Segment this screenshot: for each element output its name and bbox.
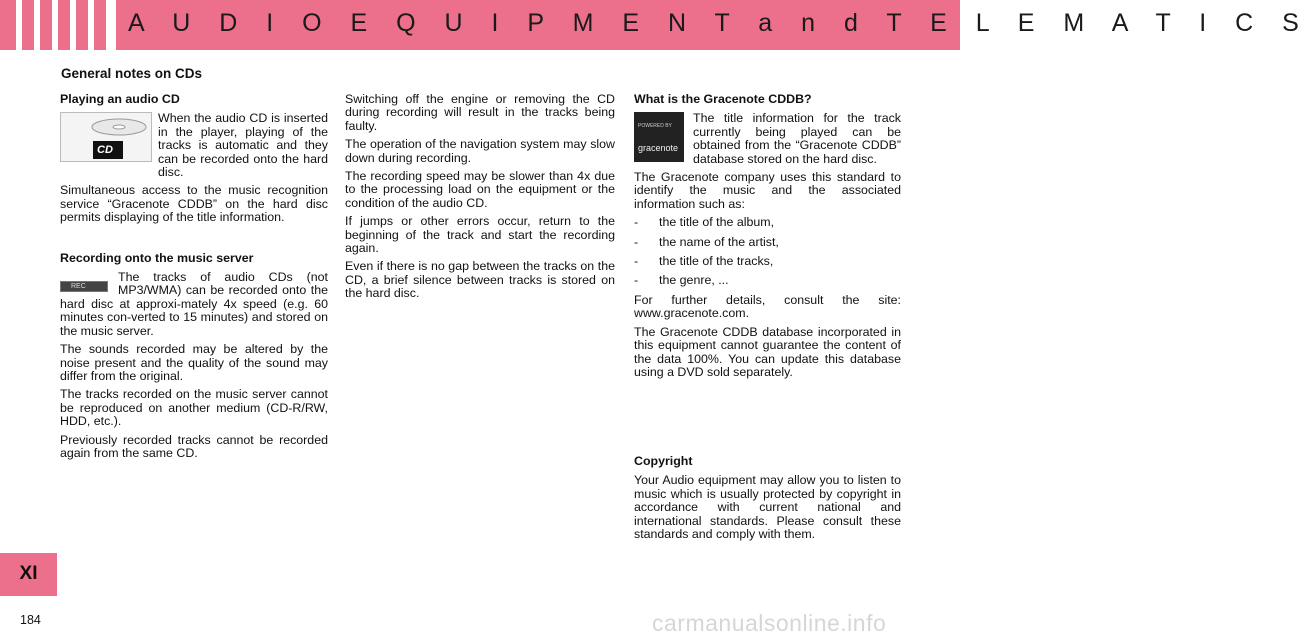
list-item: - the title of the tracks, bbox=[634, 254, 774, 269]
playing-paragraph: Simultaneous access to the music recognition service “Gracenote CDDB” on the hard disc permits displaying of the title information. bbox=[60, 183, 328, 225]
recording-paragraph: Previously recorded tracks cannot be recorded again from the same CD. bbox=[60, 432, 328, 460]
column-left bbox=[60, 93, 328, 465]
recording-note: Even if there is no gap between the tracks on the CD, a brief silence between tracks is stored on the hard disc. bbox=[345, 259, 615, 301]
chapter-tab-label: XI bbox=[19, 563, 38, 584]
recording-note: Switching off the engine or removing the CD during recording will result in the tracks being faulty. bbox=[345, 92, 615, 133]
header-stripe bbox=[88, 0, 94, 50]
watermark: carmanualsonline.info bbox=[652, 610, 887, 636]
copyright-section bbox=[634, 455, 901, 541]
header-stripe bbox=[70, 0, 76, 50]
gracenote-paragraph: The Gracenote CDDB database incorporated in this equipment cannot guarantee the content of the data 100%. You can update this database using a DVD sold separately. bbox=[634, 324, 901, 379]
music-server-label: REC bbox=[71, 283, 86, 291]
gracenote-paragraph: The Gracenote company uses this standard to identify the music and the associated information such as: bbox=[634, 170, 901, 211]
recording-paragraph: The tracks of audio CDs (not MP3/WMA) can be recorded onto the hard disc at approxi-mately 4x speed (e.g. 60 minutes con-verted to 15 minutes) and stored on the music server. bbox=[60, 270, 328, 338]
gracenote-heading: What is the Gracenote CDDB? bbox=[634, 92, 812, 106]
music-server-icon bbox=[60, 281, 108, 292]
section-title: General notes on CDs bbox=[61, 66, 203, 81]
copyright-paragraph: Your Audio equipment may allow you to listen to music which is usually protected by copyright in accordance with current national and international standards. Please consult these standards and comply with them. bbox=[634, 473, 901, 542]
list-item: - the title of the album, bbox=[634, 215, 775, 230]
playing-heading: Playing an audio CD bbox=[60, 92, 180, 106]
header-stripe bbox=[106, 0, 116, 50]
chapter-tab bbox=[0, 553, 57, 596]
list-item: - the name of the artist, bbox=[634, 234, 779, 249]
gracenote-logo-top: POWERED BY bbox=[638, 123, 672, 130]
gracenote-paragraph: The title information for the track currently being played can be obtained from the “Gracenote CDDB” database stored on the hard disc. bbox=[693, 111, 901, 166]
header-stripe bbox=[52, 0, 58, 50]
gracenote-paragraph: For further details, consult the site: www.gracenote.com. bbox=[634, 292, 901, 321]
header-stripe bbox=[34, 0, 40, 50]
recording-note: The recording speed may be slower than 4x due to the processing load on the equipment or the condition of the audio CD. bbox=[345, 169, 615, 210]
recording-heading: Recording onto the music server bbox=[60, 250, 254, 265]
gracenote-logo bbox=[634, 112, 684, 162]
cd-image bbox=[60, 112, 152, 162]
recording-paragraph: The tracks recorded on the music server cannot be reproduced on another medium (CD-R/RW, HDD, etc.). bbox=[60, 387, 328, 429]
column-middle bbox=[345, 93, 615, 306]
page-number: 184 bbox=[20, 613, 41, 627]
page-header bbox=[0, 0, 1310, 50]
column-right bbox=[634, 93, 901, 384]
header-stripe bbox=[16, 0, 22, 50]
gracenote-logo-bottom: gracenote bbox=[638, 143, 679, 154]
list-item: - the genre, ... bbox=[634, 273, 729, 288]
recording-note: The operation of the navigation system may slow down during recording. bbox=[345, 137, 615, 165]
recording-note: If jumps or other errors occur, return to the beginning of the track and start the recording again. bbox=[345, 214, 615, 256]
playing-paragraph: When the audio CD is inserted in the player, playing of the tracks is automatic and they can be recorded onto the hard disc. bbox=[158, 111, 328, 180]
copyright-heading: Copyright bbox=[634, 454, 693, 468]
cd-logo-text: CD bbox=[97, 144, 113, 157]
chapter-title: A U D I O E Q U I P M E N T a n d T E L E M A T I C S bbox=[128, 9, 1310, 37]
recording-paragraph: The sounds recorded may be altered by the noise present and the quality of the sound may differ from the original. bbox=[60, 342, 328, 383]
